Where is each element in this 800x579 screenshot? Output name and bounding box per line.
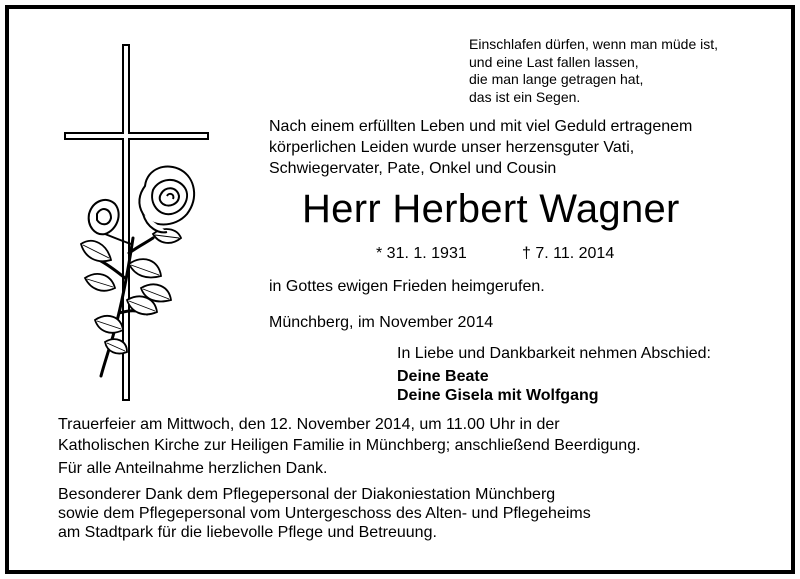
intro-line: Nach einem erfüllten Leben und mit viel Geduld ertragenem: [269, 118, 693, 135]
intro-line: körperlichen Leiden wurde unser herzensguter Vati,: [269, 139, 635, 156]
intro-line: Schwiegervater, Pate, Onkel und Cousin: [269, 160, 557, 177]
family-signatures: [397, 368, 599, 405]
thanks-text: Für alle Anteilnahme herzlichen Dank.: [58, 460, 328, 477]
deceased-name: Herr Herbert Wagner: [302, 187, 680, 231]
peace-text: in Gottes ewigen Frieden heimgerufen.: [269, 278, 545, 295]
poem-line: Einschlafen dürfen, wenn man müde ist,: [469, 36, 719, 52]
farewell-text: In Liebe und Dankbarkeit nehmen Abschied:: [397, 345, 711, 362]
poem-line: und eine Last fallen lassen,: [469, 53, 639, 70]
service-line: Katholischen Kirche zur Heiligen Familie in Münchberg; anschließend Beerdigung.: [58, 437, 641, 454]
poem: [469, 36, 718, 106]
special-thanks-line: sowie dem Pflegepersonal vom Untergeschoss des Alten- und Pflegeheims: [58, 505, 591, 522]
intro-text: [269, 116, 692, 179]
death-date: † 7. 11. 2014: [522, 245, 615, 262]
funeral-service-info: [58, 414, 641, 456]
poem-line: die man lange getragen hat,: [469, 71, 644, 87]
special-thanks-line: am Stadtpark für die liebevolle Pflege und Betreuung.: [58, 524, 437, 541]
special-thanks: [58, 485, 591, 542]
family-member: Deine Beate: [397, 368, 489, 385]
poem-line: das ist ein Segen.: [469, 88, 581, 105]
special-thanks-line: Besonderer Dank dem Pflegepersonal der Diakoniestation Münchberg: [58, 486, 556, 503]
service-line: Trauerfeier am Mittwoch, den 12. November 2014, um 11.00 Uhr in der: [58, 416, 560, 433]
place-date: Münchberg, im November 2014: [269, 314, 494, 331]
family-member: Deine Gisela mit Wolfgang: [397, 386, 599, 404]
cross-with-rose-icon: [55, 38, 215, 408]
birth-date: * 31. 1. 1931: [376, 245, 467, 262]
